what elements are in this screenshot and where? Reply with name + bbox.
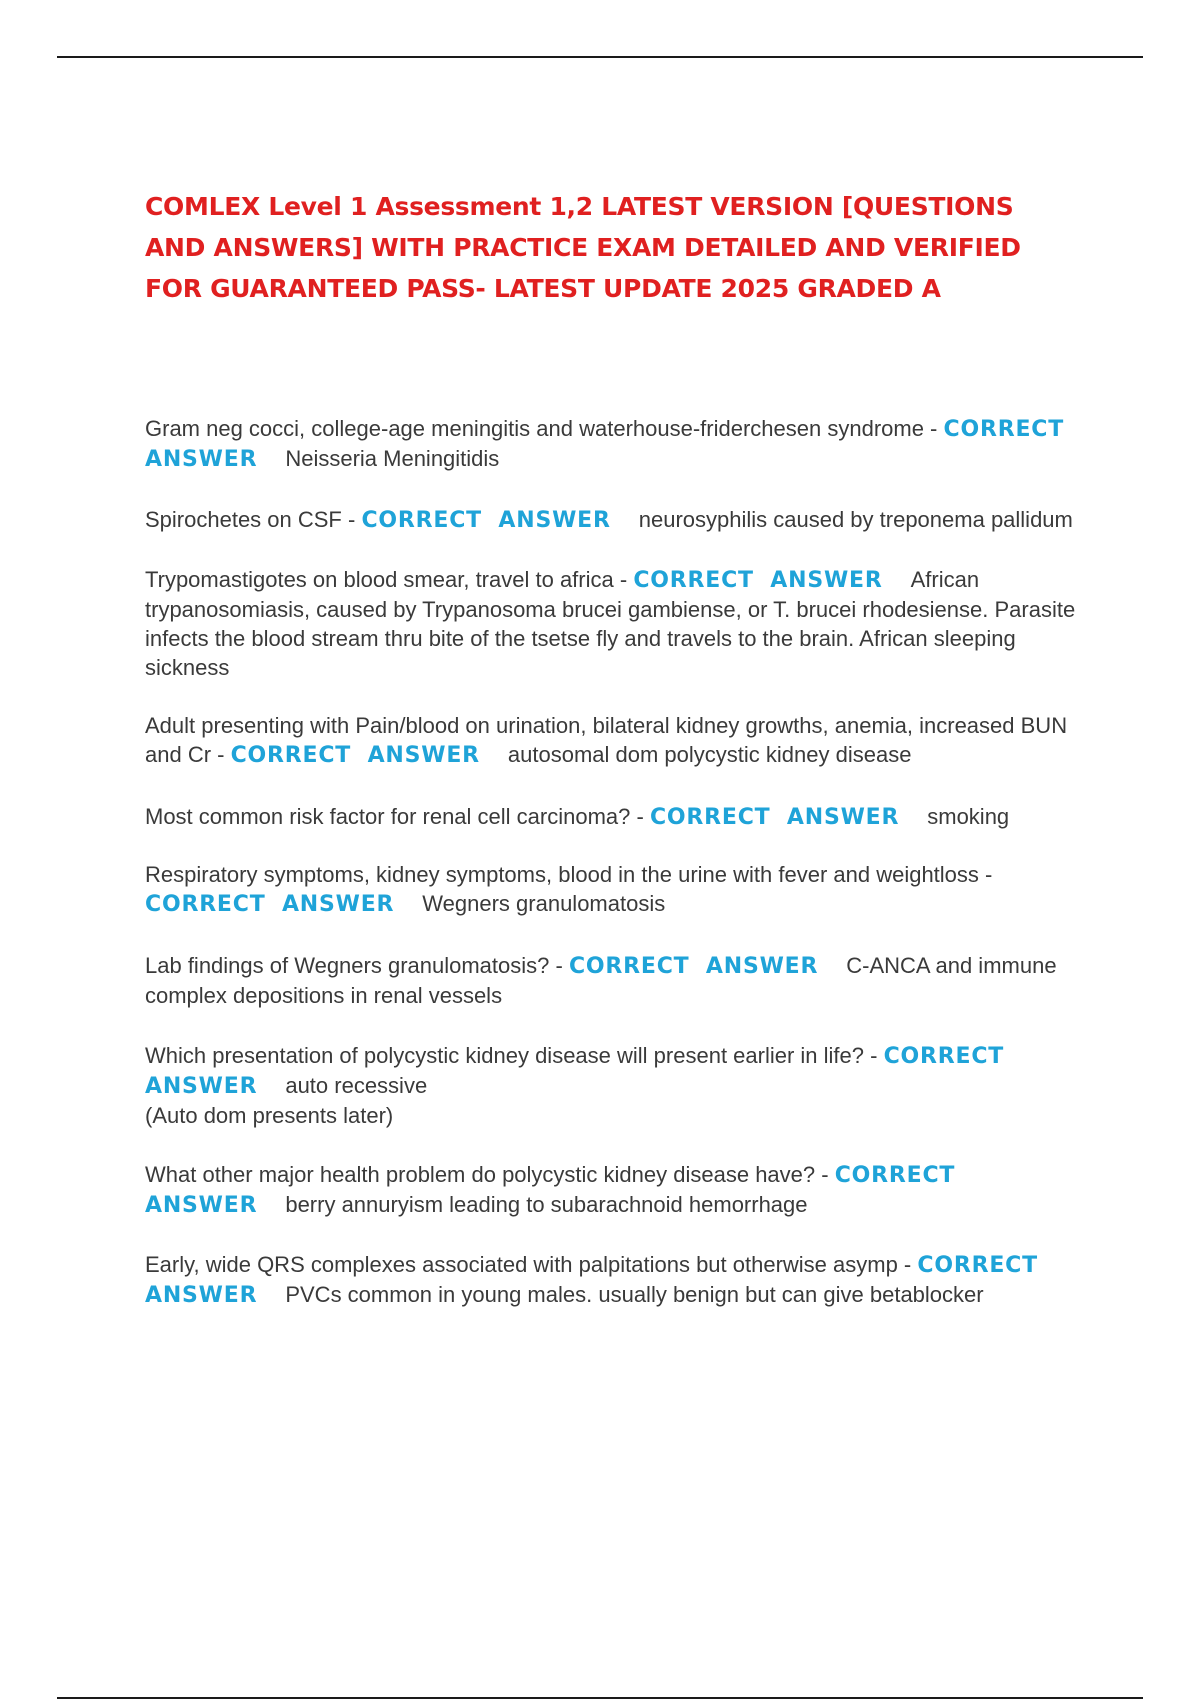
answer-label: CORRECT ANSWER (649, 805, 900, 830)
answer-note: (Auto dom presents later) (145, 1103, 394, 1128)
qa-item (145, 505, 1085, 535)
question-text: Which presentation of polycystic kidney disease will present earlier in life? - (145, 1043, 878, 1068)
qa-item (145, 1041, 1085, 1130)
answer-text: African trypanosomiasis, caused by Trypanosoma brucei gambiense, or T. brucei rhodesiense. Parasite infects the blood stream thru bite of the tsetse fly and travels to the brain. African sleeping sickness (145, 567, 1076, 680)
qa-item (145, 860, 1085, 919)
question-text: Gram neg cocci, college-age meningitis and waterhouse-friderchesen syndrome - (145, 416, 938, 441)
answer-label: CORRECT ANSWER (145, 1044, 1005, 1099)
answer-text: neurosyphilis caused by treponema pallidum (638, 507, 1073, 532)
answer-label: CORRECT ANSWER (145, 892, 395, 917)
answer-text: Wegners granulomatosis (422, 891, 666, 916)
qa-item (145, 1250, 1085, 1310)
qa-item (145, 414, 1085, 474)
answer-text: smoking (927, 804, 1010, 829)
question-text: What other major health problem do polycystic kidney disease have? - (145, 1162, 829, 1187)
answer-label: CORRECT ANSWER (633, 568, 883, 593)
qa-list (145, 414, 1085, 1310)
question-text: Respiratory symptoms, kidney symptoms, blood in the urine with fever and weightloss - (145, 862, 993, 887)
answer-label: CORRECT ANSWER (145, 1163, 956, 1218)
answer-text: PVCs common in young males. usually benign but can give betablocker (285, 1282, 984, 1307)
qa-item (145, 1160, 1085, 1220)
answer-text: berry annuryism leading to subarachnoid hemorrhage (285, 1192, 808, 1217)
question-text: Spirochetes on CSF - (145, 507, 356, 532)
answer-label: CORRECT ANSWER (568, 954, 819, 979)
qa-item (145, 951, 1085, 1010)
qa-item (145, 565, 1085, 682)
answer-label: CORRECT ANSWER (145, 1253, 1038, 1308)
qa-item (145, 711, 1085, 770)
footer-rule (57, 1697, 1143, 1699)
qa-item (145, 802, 1085, 832)
answer-label: CORRECT ANSWER (145, 417, 1065, 472)
question-text: Adult presenting with Pain/blood on urination, bilateral kidney growths, anemia, increased BUN and Cr - (145, 713, 1068, 767)
question-text: Early, wide QRS complexes associated with palpitations but otherwise asymp - (145, 1252, 912, 1277)
answer-text: auto recessive (285, 1073, 428, 1098)
document-title: COMLEX Level 1 Assessment 1,2 LATEST VERSION [QUESTIONS AND ANSWERS] WITH PRACTICE EXAM DETAILED AND VERIFIED FOR GUARANTEED PASS- LATEST UPDATE 2025 GRADED A (145, 192, 1021, 303)
answer-label: CORRECT ANSWER (230, 743, 480, 768)
header-rule (57, 56, 1143, 58)
answer-text: autosomal dom polycystic kidney disease (507, 742, 912, 767)
answer-text: Neisseria Meningitidis (285, 446, 500, 471)
answer-text: C-ANCA and immune complex depositions in renal vessels (145, 953, 1057, 1008)
question-text: Trypomastigotes on blood smear, travel to africa - (145, 567, 628, 592)
question-text: Lab findings of Wegners granulomatosis? - (145, 953, 563, 978)
answer-label: CORRECT ANSWER (361, 508, 611, 533)
question-text: Most common risk factor for renal cell carcinoma? - (145, 804, 644, 829)
